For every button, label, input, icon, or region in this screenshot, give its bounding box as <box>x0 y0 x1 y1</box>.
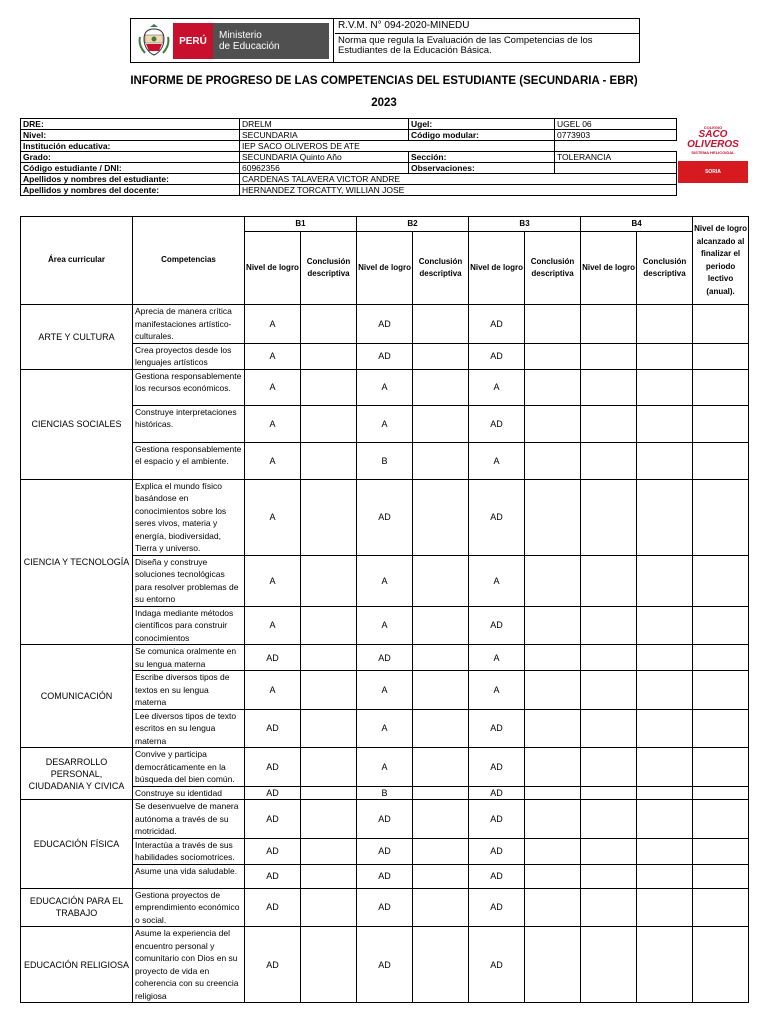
nivel-header: Nivel de logro <box>469 232 525 305</box>
empty-cell <box>693 645 749 671</box>
table-row <box>21 927 749 1003</box>
b1-grade: A <box>245 442 301 479</box>
empty-cell <box>301 888 357 927</box>
b1-grade: A <box>245 606 301 645</box>
table-row <box>21 305 749 344</box>
b3-grade: AD <box>469 405 525 442</box>
report-title <box>0 70 768 114</box>
empty-cell <box>525 927 581 1003</box>
empty-cell <box>413 671 469 710</box>
empty-cell <box>301 709 357 748</box>
competencias-header: Competencias <box>133 217 245 305</box>
grado-label: Grado: <box>21 152 240 163</box>
b3-grade: AD <box>469 479 525 555</box>
b1-grade: AD <box>245 748 301 787</box>
empty-cell <box>413 927 469 1003</box>
b3-grade: AD <box>469 838 525 864</box>
b3-grade: AD <box>469 343 525 369</box>
info-row <box>21 174 677 185</box>
ministry-name: Ministerio de Educación <box>219 30 280 52</box>
empty-cell <box>525 838 581 864</box>
empty-cell <box>581 748 637 787</box>
empty-cell <box>637 479 693 555</box>
b3-grade: A <box>469 442 525 479</box>
coat-of-arms-icon <box>137 23 171 59</box>
empty-cell <box>413 864 469 888</box>
empty-cell <box>637 369 693 405</box>
info-row <box>21 185 677 196</box>
conclusion-header: Conclusión descriptiva <box>637 232 693 305</box>
institution-label: Institución educativa: <box>21 141 240 152</box>
empty-cell <box>301 748 357 787</box>
empty-cell <box>693 555 749 606</box>
nivel-header: Nivel de logro <box>357 232 413 305</box>
b2-header: B2 <box>357 217 469 232</box>
minedu-logo <box>131 19 334 62</box>
empty-cell <box>413 709 469 748</box>
school-logo-oliveros: OLIVEROS <box>687 139 739 150</box>
rvm-number: R.V.M. N° 094-2020-MINEDU <box>335 19 640 34</box>
b2-grade: AD <box>357 479 413 555</box>
table-row <box>21 800 749 839</box>
b3-grade: AD <box>469 888 525 927</box>
area-name: ARTE Y CULTURA <box>21 305 133 370</box>
teacher-name-label: Apellidos y nombres del docente: <box>21 185 240 196</box>
empty-cell <box>301 606 357 645</box>
empty-cell <box>637 927 693 1003</box>
competency-name: Gestiona responsablemente los recursos económicos. <box>133 369 245 405</box>
peru-logo-text: PERÚ <box>173 23 213 59</box>
empty-cell <box>525 645 581 671</box>
empty-cell <box>693 709 749 748</box>
student-code-label: Código estudiante / DNI: <box>21 163 240 174</box>
empty-cell <box>301 369 357 405</box>
empty-cell <box>693 786 749 800</box>
info-row <box>21 130 677 141</box>
nivel-label: Nivel: <box>21 130 240 141</box>
empty-cell <box>693 442 749 479</box>
empty-cell <box>413 838 469 864</box>
observations-value <box>555 163 677 174</box>
empty-cell <box>581 405 637 442</box>
empty-cell <box>637 606 693 645</box>
b4-header: B4 <box>581 217 693 232</box>
empty-cell <box>525 786 581 800</box>
b3-grade: AD <box>469 709 525 748</box>
competency-name: Asume la experiencia del encuentro personal y comunitario con Dios en su proyecto de vida en coherencia con su creencia religiosa <box>133 927 245 1003</box>
competency-name: Se comunica oralmente en su lengua materna <box>133 645 245 671</box>
empty-cell <box>525 369 581 405</box>
competency-name: Construye su identidad <box>133 786 245 800</box>
empty-cell <box>693 606 749 645</box>
empty-cell <box>581 369 637 405</box>
conclusion-header: Conclusión descriptiva <box>413 232 469 305</box>
b2-grade: AD <box>357 343 413 369</box>
empty-cell <box>525 405 581 442</box>
b2-grade: AD <box>357 645 413 671</box>
empty-cell <box>301 864 357 888</box>
ugel-value: UGEL 06 <box>555 119 677 130</box>
empty-cell <box>413 888 469 927</box>
empty-cell <box>693 838 749 864</box>
empty-cell <box>525 305 581 344</box>
empty-cell <box>525 555 581 606</box>
empty-cell <box>413 800 469 839</box>
empty-cell <box>525 442 581 479</box>
empty-cell <box>413 369 469 405</box>
school-logo-saco: SACO <box>698 129 728 140</box>
grado-value: SECUNDARIA Quinto Año <box>240 152 409 163</box>
empty-cell <box>413 748 469 787</box>
empty-cell <box>525 606 581 645</box>
empty-cell <box>581 479 637 555</box>
b2-grade: A <box>357 405 413 442</box>
competency-name: Gestiona responsablemente el espacio y el ambiente. <box>133 442 245 479</box>
empty-cell <box>413 405 469 442</box>
institution-value: IEP SACO OLIVEROS DE ATE <box>240 141 555 152</box>
empty-cell <box>581 645 637 671</box>
nivel-value: SECUNDARIA <box>240 130 409 141</box>
b2-grade: A <box>357 748 413 787</box>
table-row <box>21 479 749 555</box>
table-row <box>21 369 749 405</box>
b3-grade: AD <box>469 786 525 800</box>
b1-grade: A <box>245 369 301 405</box>
competency-name: Indaga mediante métodos científicos para construir conocimientos <box>133 606 245 645</box>
empty-cell <box>581 838 637 864</box>
empty-cell <box>581 709 637 748</box>
table-row <box>21 888 749 927</box>
empty-cell <box>525 709 581 748</box>
empty-cell <box>693 800 749 839</box>
area-name: CIENCIAS SOCIALES <box>21 369 133 479</box>
conclusion-header: Conclusión descriptiva <box>301 232 357 305</box>
grades-table <box>20 216 749 1003</box>
area-name: COMUNICACIÓN <box>21 645 133 748</box>
empty-cell <box>581 864 637 888</box>
ministry-logo-text <box>213 23 329 59</box>
empty-cell <box>301 555 357 606</box>
b3-grade: AD <box>469 305 525 344</box>
competency-name: Interactúa a través de sus habilidades sociomotrices. <box>133 838 245 864</box>
competency-name: Escribe diversos tipos de textos en su lengua materna <box>133 671 245 710</box>
empty-cell <box>525 479 581 555</box>
empty-cell <box>693 479 749 555</box>
info-row <box>21 119 677 130</box>
b3-header: B3 <box>469 217 581 232</box>
b2-grade: A <box>357 709 413 748</box>
empty-cell <box>555 141 677 152</box>
empty-cell <box>413 442 469 479</box>
empty-cell <box>413 786 469 800</box>
dre-label: DRE: <box>21 119 240 130</box>
area-name: CIENCIA Y TECNOLOGÍA <box>21 479 133 645</box>
b3-grade: AD <box>469 864 525 888</box>
empty-cell <box>301 838 357 864</box>
b1-grade: AD <box>245 786 301 800</box>
area-name: EDUCACIÓN FÍSICA <box>21 800 133 889</box>
student-code-value: 60962356 <box>240 163 409 174</box>
empty-cell <box>301 442 357 479</box>
school-logo-colegio: COLEGIO <box>703 125 723 130</box>
b1-grade: AD <box>245 888 301 927</box>
b3-grade: AD <box>469 606 525 645</box>
b1-grade: AD <box>245 864 301 888</box>
empty-cell <box>637 786 693 800</box>
observations-label: Observaciones: <box>409 163 555 174</box>
area-header: Área curricular <box>21 217 133 305</box>
empty-cell <box>301 305 357 344</box>
b1-grade: A <box>245 479 301 555</box>
b1-grade: A <box>245 671 301 710</box>
area-name: DESARROLLO PERSONAL, CIUDADANIA Y CIVICA <box>21 748 133 800</box>
table-row <box>21 748 749 787</box>
empty-cell <box>693 305 749 344</box>
empty-cell <box>637 405 693 442</box>
area-name: EDUCACIÓN PARA EL TRABAJO <box>21 888 133 927</box>
b1-grade: A <box>245 305 301 344</box>
empty-cell <box>301 786 357 800</box>
info-row <box>21 163 677 174</box>
empty-cell <box>693 343 749 369</box>
b2-grade: AD <box>357 927 413 1003</box>
empty-cell <box>301 479 357 555</box>
b3-grade: AD <box>469 927 525 1003</box>
student-info-table <box>20 118 677 196</box>
student-name-value: CARDENAS TALAVERA VICTOR ANDRE <box>240 174 677 185</box>
b3-grade: A <box>469 645 525 671</box>
b3-grade: A <box>469 369 525 405</box>
b1-grade: A <box>245 405 301 442</box>
empty-cell <box>525 888 581 927</box>
empty-cell <box>301 800 357 839</box>
b3-grade: A <box>469 555 525 606</box>
table-row <box>21 645 749 671</box>
document-header <box>130 18 640 63</box>
empty-cell <box>693 405 749 442</box>
info-row <box>21 152 677 163</box>
competency-name: Diseña y construye soluciones tecnológicas para resolver problemas de su entorno <box>133 555 245 606</box>
empty-cell <box>413 343 469 369</box>
empty-cell <box>581 800 637 839</box>
empty-cell <box>413 555 469 606</box>
empty-cell <box>525 748 581 787</box>
empty-cell <box>637 645 693 671</box>
competency-name: Construye interpretaciones históricas. <box>133 405 245 442</box>
school-campus: SORIA <box>678 161 748 183</box>
empty-cell <box>693 888 749 927</box>
b1-header: B1 <box>245 217 357 232</box>
info-row <box>21 141 677 152</box>
b1-grade: AD <box>245 709 301 748</box>
competency-name: Convive y participa democráticamente en la búsqueda del bien común. <box>133 748 245 787</box>
empty-cell <box>637 748 693 787</box>
empty-cell <box>301 671 357 710</box>
report-year: 2023 <box>371 97 397 109</box>
ugel-label: Ugel: <box>409 119 555 130</box>
b3-grade: AD <box>469 800 525 839</box>
b3-grade: AD <box>469 748 525 787</box>
empty-cell <box>637 343 693 369</box>
empty-cell <box>693 671 749 710</box>
grades-body <box>21 305 749 1003</box>
empty-cell <box>637 555 693 606</box>
b1-grade: AD <box>245 645 301 671</box>
empty-cell <box>581 786 637 800</box>
b1-grade: AD <box>245 927 301 1003</box>
empty-cell <box>581 305 637 344</box>
empty-cell <box>637 800 693 839</box>
competency-name: Aprecia de manera crítica manifestaciones artístico-culturales. <box>133 305 245 344</box>
b2-grade: AD <box>357 864 413 888</box>
nivel-header: Nivel de logro <box>581 232 637 305</box>
empty-cell <box>525 800 581 839</box>
empty-cell <box>525 343 581 369</box>
competency-name: Lee diversos tipos de texto escritos en su lengua materna <box>133 709 245 748</box>
b1-grade: AD <box>245 838 301 864</box>
school-logo-text <box>678 125 748 161</box>
empty-cell <box>693 369 749 405</box>
student-name-label: Apellidos y nombres del estudiante: <box>21 174 240 185</box>
codmod-value: 0773903 <box>555 130 677 141</box>
empty-cell <box>581 442 637 479</box>
b2-grade: B <box>357 786 413 800</box>
b2-grade: A <box>357 671 413 710</box>
b2-grade: AD <box>357 838 413 864</box>
empty-cell <box>413 305 469 344</box>
b3-grade: A <box>469 671 525 710</box>
b1-grade: A <box>245 555 301 606</box>
b2-grade: AD <box>357 800 413 839</box>
norma-description: Norma que regula la Evaluación de las Competencias de los Estudiantes de la Educación Básica. <box>338 35 593 56</box>
competency-name: Explica el mundo físico basándose en conocimientos sobre los seres vivos, materia y energía, biodiversidad, Tierra y universo. <box>133 479 245 555</box>
competency-name: Gestiona proyectos de emprendimiento económico o social. <box>133 888 245 927</box>
empty-cell <box>637 305 693 344</box>
empty-cell <box>637 709 693 748</box>
empty-cell <box>301 645 357 671</box>
b2-grade: A <box>357 369 413 405</box>
empty-cell <box>525 864 581 888</box>
school-logo <box>678 125 748 185</box>
competency-name: Crea proyectos desde los lenguajes artísticos <box>133 343 245 369</box>
empty-cell <box>581 671 637 710</box>
empty-cell <box>581 927 637 1003</box>
b2-grade: AD <box>357 888 413 927</box>
empty-cell <box>581 888 637 927</box>
competency-name: Asume una vida saludable. <box>133 864 245 888</box>
codmod-label: Código modular: <box>409 130 555 141</box>
conclusion-header: Conclusión descriptiva <box>525 232 581 305</box>
empty-cell <box>637 888 693 927</box>
empty-cell <box>581 606 637 645</box>
empty-cell <box>581 343 637 369</box>
empty-cell <box>301 927 357 1003</box>
empty-cell <box>637 671 693 710</box>
competency-name: Se desenvuelve de manera autónoma a través de su motricidad. <box>133 800 245 839</box>
report-title-line1: INFORME DE PROGRESO DE LAS COMPETENCIAS DEL ESTUDIANTE (SECUNDARIA - EBR) <box>130 75 638 87</box>
empty-cell <box>301 405 357 442</box>
b2-grade: A <box>357 555 413 606</box>
b1-grade: AD <box>245 800 301 839</box>
empty-cell <box>637 864 693 888</box>
empty-cell <box>413 479 469 555</box>
seccion-label: Sección: <box>409 152 555 163</box>
empty-cell <box>525 671 581 710</box>
b2-grade: AD <box>357 305 413 344</box>
final-level-header: Nivel de logro alcanzado al finalizar el periodo lectivo (anual). <box>693 217 749 305</box>
empty-cell <box>637 442 693 479</box>
b2-grade: B <box>357 442 413 479</box>
empty-cell <box>301 343 357 369</box>
empty-cell <box>413 606 469 645</box>
empty-cell <box>693 748 749 787</box>
nivel-header: Nivel de logro <box>245 232 301 305</box>
empty-cell <box>637 838 693 864</box>
grades-header-row <box>21 217 749 232</box>
empty-cell <box>581 555 637 606</box>
teacher-name-value: HERNANDEZ TORCATTY, WILLIAN JOSE <box>240 185 677 196</box>
empty-cell <box>413 645 469 671</box>
b1-grade: A <box>245 343 301 369</box>
dre-value: DRELM <box>240 119 409 130</box>
area-name: EDUCACIÓN RELIGIOSA <box>21 927 133 1003</box>
empty-cell <box>693 864 749 888</box>
seccion-value: TOLERANCIA <box>555 152 677 163</box>
school-logo-system: SISTEMA HELICOIDAL <box>691 150 735 155</box>
b2-grade: A <box>357 606 413 645</box>
empty-cell <box>693 927 749 1003</box>
